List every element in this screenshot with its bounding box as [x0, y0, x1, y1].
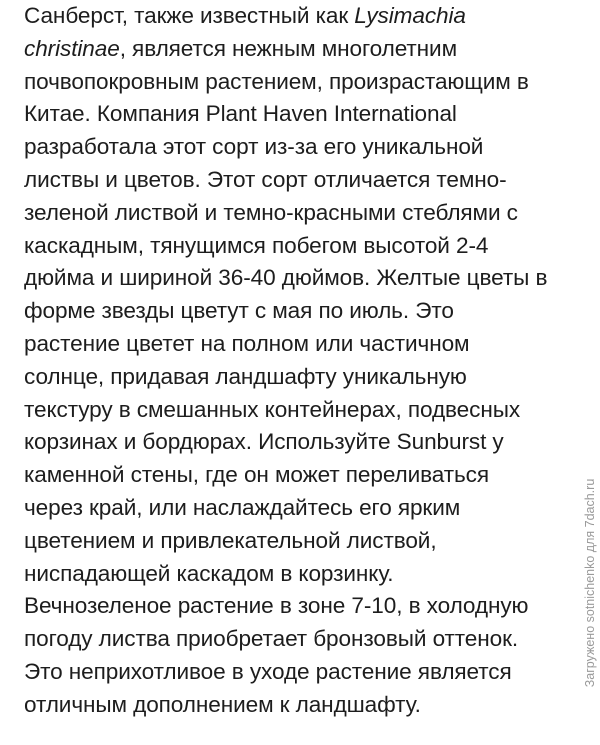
- text-line: цветением и привлекательной листвой,: [24, 527, 437, 553]
- text-line: ниспадающей каскадом в корзинку.: [24, 560, 394, 586]
- article-body: [24, 0, 580, 722]
- article-paragraph: [24, 0, 580, 722]
- text-line: корзинах и бордюрах. Используйте Sunburst у: [24, 429, 504, 455]
- text-line: текстуру в смешанных контейнерах, подвесных: [24, 396, 521, 422]
- text-line: Это неприхотливое в уходе растение является: [24, 658, 512, 684]
- line-text: , является нежным многолетним: [119, 35, 458, 61]
- text-line: листвы и цветов. Этот сорт отличается темно-: [24, 166, 507, 192]
- text-line: погоду листва приобретает бронзовый оттенок.: [24, 626, 519, 652]
- text-line: каменной стены, где он может переливаться: [24, 462, 490, 488]
- species-name-italic: Lysimachia: [354, 3, 466, 28]
- text-line: Вечнозеленое растение в зоне 7-10, в холодную: [24, 593, 529, 619]
- text-line: Китае. Компания Plant Haven International: [24, 101, 457, 127]
- watermark-text: Загружено sotnichenko для 7dach.ru: [583, 478, 597, 688]
- text-line: через край, или наслаждайтесь его ярким: [24, 494, 461, 520]
- text-line: каскадным, тянущимся побегом высотой 2-4: [24, 232, 489, 258]
- text-line: дюйма и шириной 36-40 дюймов. Желтые цветы в: [24, 265, 548, 291]
- species-name-italic: christinae: [24, 35, 120, 61]
- watermark: [582, 433, 598, 733]
- text-line: отличным дополнением к ландшафту.: [24, 691, 421, 717]
- text-line: зеленой листвой и темно-красными стеблями с: [24, 199, 518, 225]
- text-line: растение цветет на полном или частичном: [24, 330, 470, 356]
- text-line: [24, 0, 580, 33]
- text-line: [24, 33, 580, 66]
- line-text: Санберст, также известный как: [24, 3, 355, 28]
- text-line: солнце, придавая ландшафту уникальную: [24, 363, 467, 389]
- text-line: разработала этот сорт из-за его уникальной: [24, 134, 484, 160]
- text-line: форме звезды цветут с мая по июль. Это: [24, 298, 454, 324]
- text-line: почвопокровным растением, произрастающим в: [24, 68, 529, 94]
